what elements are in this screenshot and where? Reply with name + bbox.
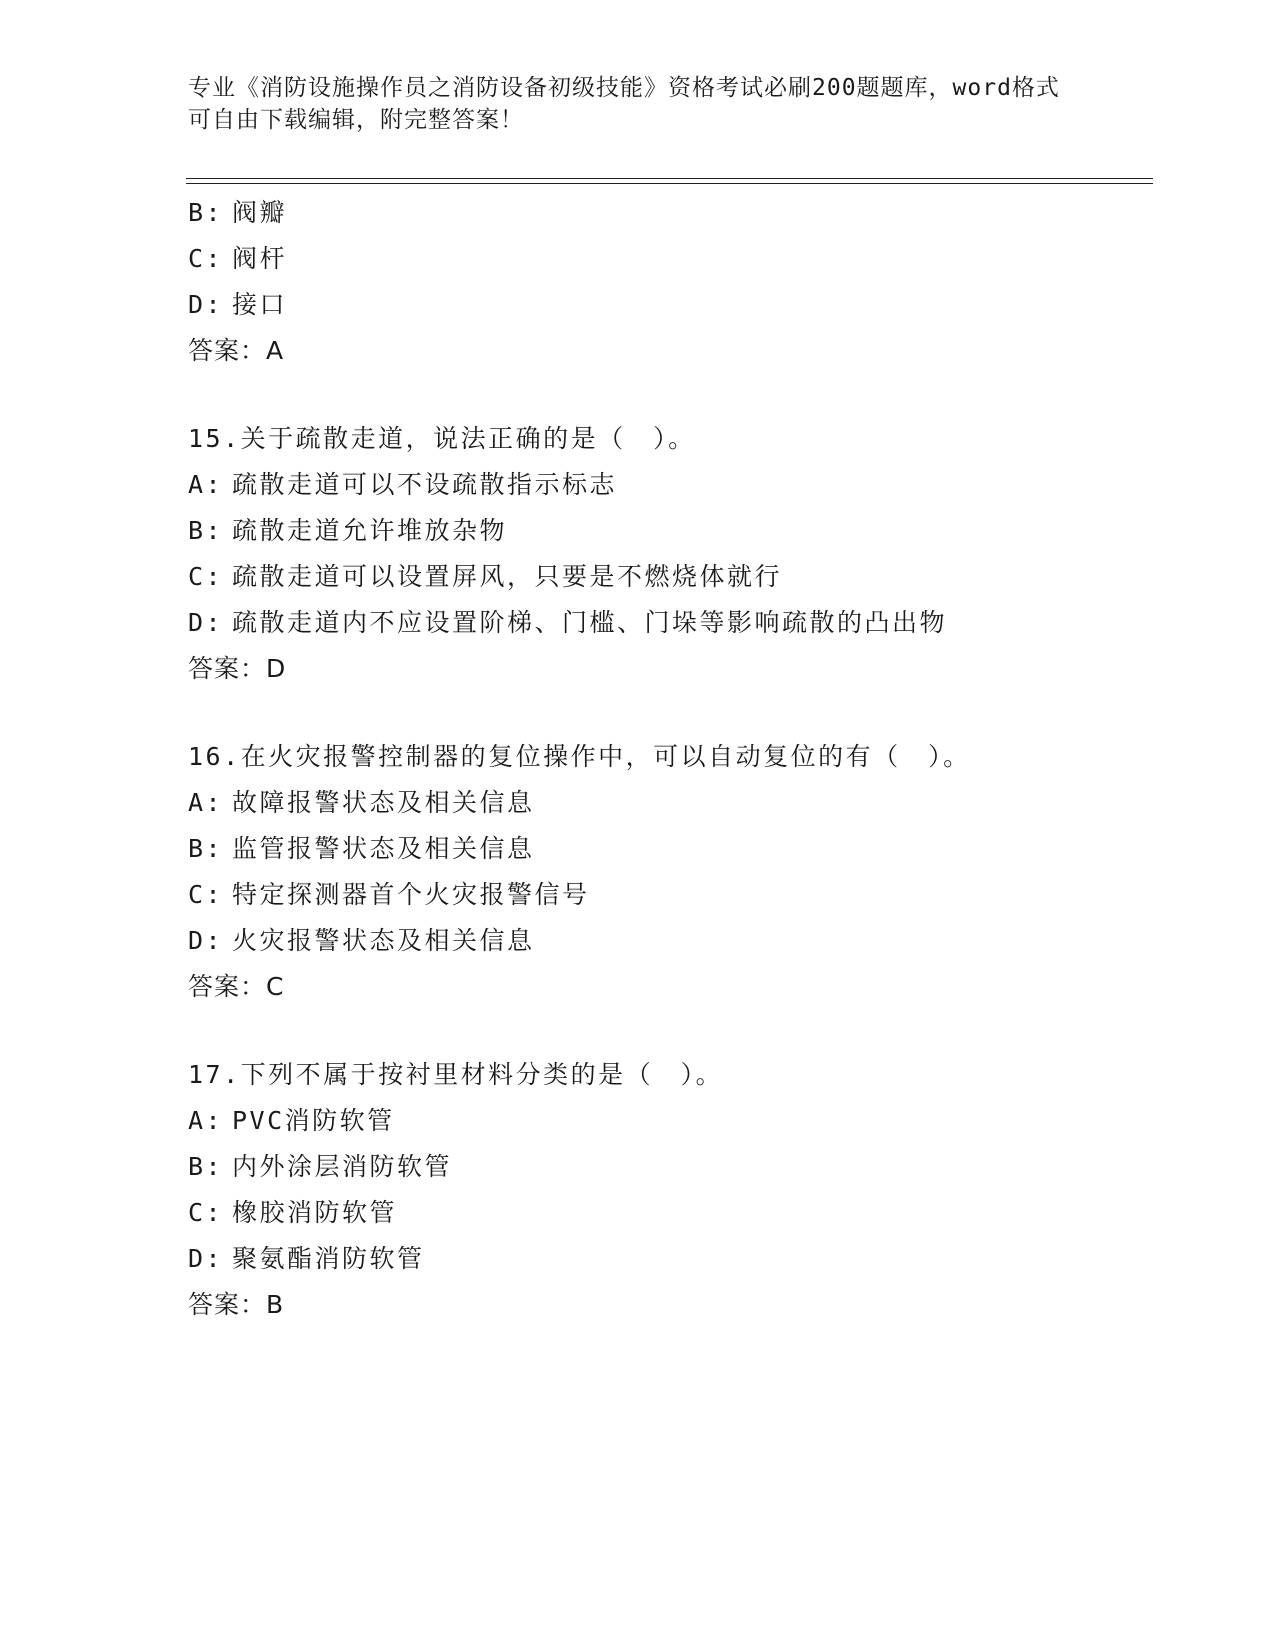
option-c — [188, 554, 1148, 600]
option-text: 疏散走道可以不设疏散指示标志 — [232, 470, 618, 499]
option-text: 聚氨酯消防软管 — [232, 1244, 425, 1273]
question-stem: 16.在火灾报警控制器的复位操作中，可以自动复位的有（ ）。 — [188, 742, 971, 771]
option-d — [188, 600, 1148, 646]
option-letter: A: — [188, 788, 224, 817]
option-letter: C: — [188, 1198, 224, 1227]
option-a — [188, 1098, 1148, 1144]
question-stem: 17.下列不属于按衬里材料分类的是（ ）。 — [188, 1060, 724, 1089]
option-letter: C: — [188, 562, 224, 591]
option-letter: B: — [188, 1152, 224, 1181]
header-divider-bottom — [186, 183, 1153, 184]
header-divider-top — [186, 178, 1153, 179]
option-text: 故障报警状态及相关信息 — [232, 788, 535, 817]
answer-line: 答案：B — [188, 1290, 285, 1319]
answer-line: 答案：D — [188, 654, 287, 683]
option-text: 接口 — [232, 290, 288, 319]
option-letter: D: — [188, 1244, 224, 1273]
option-a — [188, 780, 1148, 826]
option-b — [188, 190, 1148, 236]
option-text: 疏散走道允许堆放杂物 — [232, 516, 508, 545]
option-c — [188, 236, 1148, 282]
option-d — [188, 1236, 1148, 1282]
question-stem: 15.关于疏散走道，说法正确的是（ ）。 — [188, 424, 696, 453]
answer-line: 答案：C — [188, 972, 285, 1001]
option-text: 特定探测器首个火灾报警信号 — [232, 880, 590, 909]
option-letter: D: — [188, 290, 224, 319]
option-text: PVC消防软管 — [232, 1106, 395, 1135]
option-letter: C: — [188, 244, 224, 273]
option-letter: C: — [188, 880, 224, 909]
option-text: 火灾报警状态及相关信息 — [232, 926, 535, 955]
option-c — [188, 1190, 1148, 1236]
option-letter: A: — [188, 1106, 224, 1135]
option-d — [188, 282, 1148, 328]
question-list — [188, 190, 1148, 1328]
option-letter: B: — [188, 198, 224, 227]
option-a — [188, 462, 1148, 508]
page-header: 专业《消防设施操作员之消防设备初级技能》资格考试必刷200题题库，word格式可自由下载编辑，附完整答案！ — [188, 75, 1060, 133]
question-16 — [188, 734, 1148, 1010]
option-text: 阀杆 — [232, 244, 288, 273]
question-continued — [188, 190, 1148, 374]
option-letter: A: — [188, 470, 224, 499]
option-letter: B: — [188, 834, 224, 863]
option-b — [188, 1144, 1148, 1190]
option-text: 监管报警状态及相关信息 — [232, 834, 535, 863]
option-text: 橡胶消防软管 — [232, 1198, 398, 1227]
option-text: 阀瓣 — [232, 198, 288, 227]
option-b — [188, 826, 1148, 872]
option-text: 疏散走道内不应设置阶梯、门槛、门垛等影响疏散的凸出物 — [232, 608, 948, 637]
question-17 — [188, 1052, 1148, 1328]
option-letter: D: — [188, 926, 224, 955]
option-d — [188, 918, 1148, 964]
option-b — [188, 508, 1148, 554]
option-c — [188, 872, 1148, 918]
question-15 — [188, 416, 1148, 692]
option-text: 内外涂层消防软管 — [232, 1152, 453, 1181]
option-letter: D: — [188, 608, 224, 637]
option-text: 疏散走道可以设置屏风，只要是不燃烧体就行 — [232, 562, 783, 591]
answer-line: 答案：A — [188, 336, 285, 365]
option-letter: B: — [188, 516, 224, 545]
